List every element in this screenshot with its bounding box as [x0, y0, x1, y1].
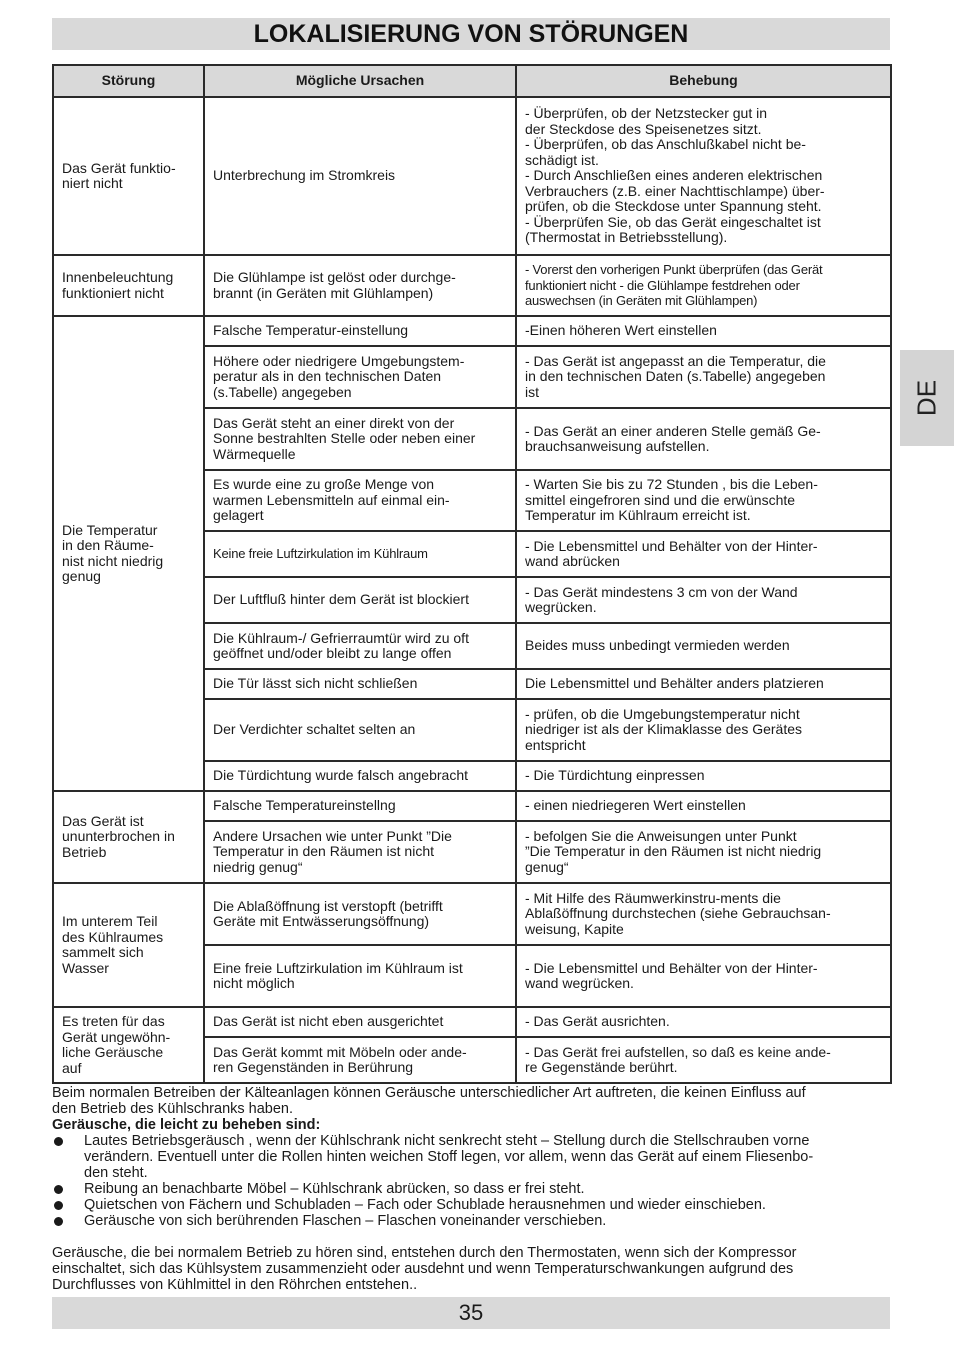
- remedy-cell: - Das Gerät frei aufstellen, so daß es keine ande- re Gegenstände berührt.: [516, 1037, 891, 1083]
- page-title: LOKALISIERUNG VON STÖRUNGEN: [52, 18, 890, 50]
- list-item-text: Geräusche von sich berührenden Flaschen – Flaschen voneinander verschieben.: [84, 1213, 607, 1229]
- remedy-cell: - Warten Sie bis zu 72 Stunden , bis die Leben- smittel eingefroren sind und die erwünschte Temperatur im Kühlraum erreicht ist.: [516, 470, 891, 531]
- remedy-cell: - Mit Hilfe des Räumwerkinstru-ments die Ablaßöffnung durchstechen (siehe Gebrauchsan- weisung, Kapite: [516, 883, 891, 945]
- remedy-cell: - befolgen Sie die Anweisungen unter Punkt ”Die Temperatur in den Räumen ist nicht niedrig genug“: [516, 821, 891, 883]
- troubleshooting-table: [52, 64, 892, 1084]
- bullet-icon: [54, 1217, 63, 1226]
- remedy-cell: Die Lebensmittel und Behälter anders platzieren: [516, 669, 891, 699]
- bullet-icon: [54, 1137, 63, 1146]
- cause-cell: Die Tür lässt sich nicht schließen: [204, 669, 516, 699]
- cause-cell: Das Gerät steht an einer direkt von der Sonne bestrahlten Stelle oder neben einer Wärmequelle: [204, 408, 516, 470]
- notes-closing: Geräusche, die bei normalem Betrieb zu hören sind, entstehen durch den Thermostaten, wenn sich der Kompressor einschaltet, sich das Kühlsystem zusammenzieht oder ausdehnt und wenn Temperaturschwankungen aufgrund des Durchflusses von Kühlmittel in den Röhrchen entstehen..: [52, 1245, 797, 1293]
- bullet-icon: [54, 1201, 63, 1210]
- cause-cell: Falsche Temperatureinstellng: [204, 791, 516, 821]
- cause-cell: Die Kühlraum-/ Gefrierraumtür wird zu oft geöffnet und/oder bleibt zu lange offen: [204, 623, 516, 669]
- page-number: 35: [458, 1300, 484, 1325]
- bullet-icon: [54, 1185, 63, 1194]
- remedy-cell: - Überprüfen, ob der Netzstecker gut in der Steckdose des Speisenetzes sitzt. - Überprüfen, ob das Anschlußkabel nicht be- schädigt ist. - Durch Anschließen eines anderen elektrischen Verbrauchers (z.B. einer Nachttischlampe) über- prüfen, ob die Steckdose unter Spannung steht. - Überprüfen Sie, ob das Gerät eingeschaltet ist (Thermostat in Betriebsstellung).: [516, 97, 891, 255]
- list-item: [52, 1181, 892, 1197]
- remedy-cell: - Das Gerät mindestens 3 cm von der Wand wegrücken.: [516, 577, 891, 623]
- notes-heading: Geräusche, die leicht zu beheben sind:: [52, 1117, 321, 1133]
- cause-cell: Andere Ursachen wie unter Punkt ”Die Temperatur in den Räumen ist nicht niedrig genug“: [204, 821, 516, 883]
- remedy-cell: - Das Gerät ist angepasst an die Temperatur, die in den technischen Daten (s.Tabelle) angegeben ist: [516, 346, 891, 408]
- cause-cell: Die Türdichtung wurde falsch angebracht: [204, 761, 516, 791]
- table-row: [53, 316, 891, 346]
- table-header-row: [53, 65, 891, 97]
- remedy-cell: - prüfen, ob die Umgebungstemperatur nicht niedriger ist als der Klimaklasse des Gerätes entspricht: [516, 699, 891, 761]
- remedy-cell: - Vorerst den vorherigen Punkt überprüfen (das Gerät funktioniert nicht - die Glühlampe festdrehen oder auswechsen (in Geräten mit Glühlampen): [516, 255, 891, 316]
- cause-cell: Die Ablaßöffnung ist verstopft (betrifft Geräte mit Entwässerungsöffnung): [204, 883, 516, 945]
- problem-cell: Im unterem Teil des Kühlraumes sammelt sich Wasser: [53, 883, 204, 1007]
- cause-cell: Keine freie Luftzirkulation im Kühlraum: [204, 531, 516, 577]
- header-causes: Mögliche Ursachen: [204, 65, 516, 97]
- remedy-cell: - Das Gerät ausrichten.: [516, 1007, 891, 1037]
- list-item: [52, 1213, 892, 1229]
- problem-cell: Die Temperatur in den Räume- nist nicht niedrig genug: [53, 316, 204, 791]
- list-item: [52, 1197, 892, 1213]
- cause-cell: Es wurde eine zu große Menge von warmen Lebensmitteln auf einmal ein- gelagert: [204, 470, 516, 531]
- language-tab: [900, 350, 954, 446]
- remedy-cell: - Die Lebensmittel und Behälter von der Hinter- wand abrücken: [516, 531, 891, 577]
- remedy-cell: - einen niedriegeren Wert einstellen: [516, 791, 891, 821]
- notes-list: [52, 1133, 892, 1229]
- header-remedy: Behebung: [516, 65, 891, 97]
- cause-cell: Höhere oder niedrigere Umgebungstem- peratur als in den technischen Daten (s.Tabelle) angegeben: [204, 346, 516, 408]
- problem-cell: Das Gerät ist ununterbrochen in Betrieb: [53, 791, 204, 883]
- cause-cell: Das Gerät ist nicht eben ausgerichtet: [204, 1007, 516, 1037]
- notes-intro: Beim normalen Betreiben der Kälteanlagen können Geräusche unterschiedlicher Art auftreten, die keinen Einfluss auf den Betrieb des Kühlschranks haben.: [52, 1085, 806, 1117]
- cause-cell: Eine freie Luftzirkulation im Kühlraum ist nicht möglich: [204, 945, 516, 1007]
- cause-cell: Falsche Temperatur-einstellung: [204, 316, 516, 346]
- header-problem: Störung: [53, 65, 204, 97]
- list-item-text: Reibung an benachbarte Möbel – Kühlschrank abrücken, so dass er frei steht.: [84, 1181, 585, 1197]
- remedy-cell: Beides muss unbedingt vermieden werden: [516, 623, 891, 669]
- list-item-text: Lautes Betriebsgeräusch , wenn der Kühlschrank nicht senkrecht steht – Stellung durch die Stellschrauben vorne verändern. Eventuell unter die Rollen hinten weichen Stoff legen, vor allem, wenn das Gerät auf einem Fliesenbo- den steht.: [84, 1133, 814, 1181]
- table-row: [53, 883, 891, 945]
- language-tab-label: DE: [911, 379, 942, 417]
- remedy-cell: - Die Lebensmittel und Behälter von der Hinter- wand wegrücken.: [516, 945, 891, 1007]
- problem-cell: Es treten für das Gerät ungewöhn- liche Geräusche auf: [53, 1007, 204, 1083]
- table-row: [53, 791, 891, 821]
- remedy-cell: - Das Gerät an einer anderen Stelle gemäß Ge- brauchsanweisung aufstellen.: [516, 408, 891, 470]
- list-item: [52, 1133, 892, 1181]
- table-row: [53, 255, 891, 316]
- remedy-cell: -Einen höheren Wert einstellen: [516, 316, 891, 346]
- noise-notes: [52, 1085, 892, 1293]
- cause-cell: Unterbrechung im Stromkreis: [204, 97, 516, 255]
- problem-cell: Innenbeleuchtung funktioniert nicht: [53, 255, 204, 316]
- cause-cell: Die Glühlampe ist gelöst oder durchge- brannt (in Geräten mit Glühlampen): [204, 255, 516, 316]
- cause-cell: Der Luftfluß hinter dem Gerät ist blockiert: [204, 577, 516, 623]
- table-row: [53, 1007, 891, 1037]
- page-number-bar: [52, 1297, 890, 1329]
- cause-cell: Der Verdichter schaltet selten an: [204, 699, 516, 761]
- cause-cell: Das Gerät kommt mit Möbeln oder ande- ren Gegenständen in Berührung: [204, 1037, 516, 1083]
- table-row: [53, 97, 891, 255]
- remedy-cell: - Die Türdichtung einpressen: [516, 761, 891, 791]
- list-item-text: Quietschen von Fächern und Schubladen – Fach oder Schublade herausnehmen und wieder einschieben.: [84, 1197, 766, 1213]
- problem-cell: Das Gerät funktio- niert nicht: [53, 97, 204, 255]
